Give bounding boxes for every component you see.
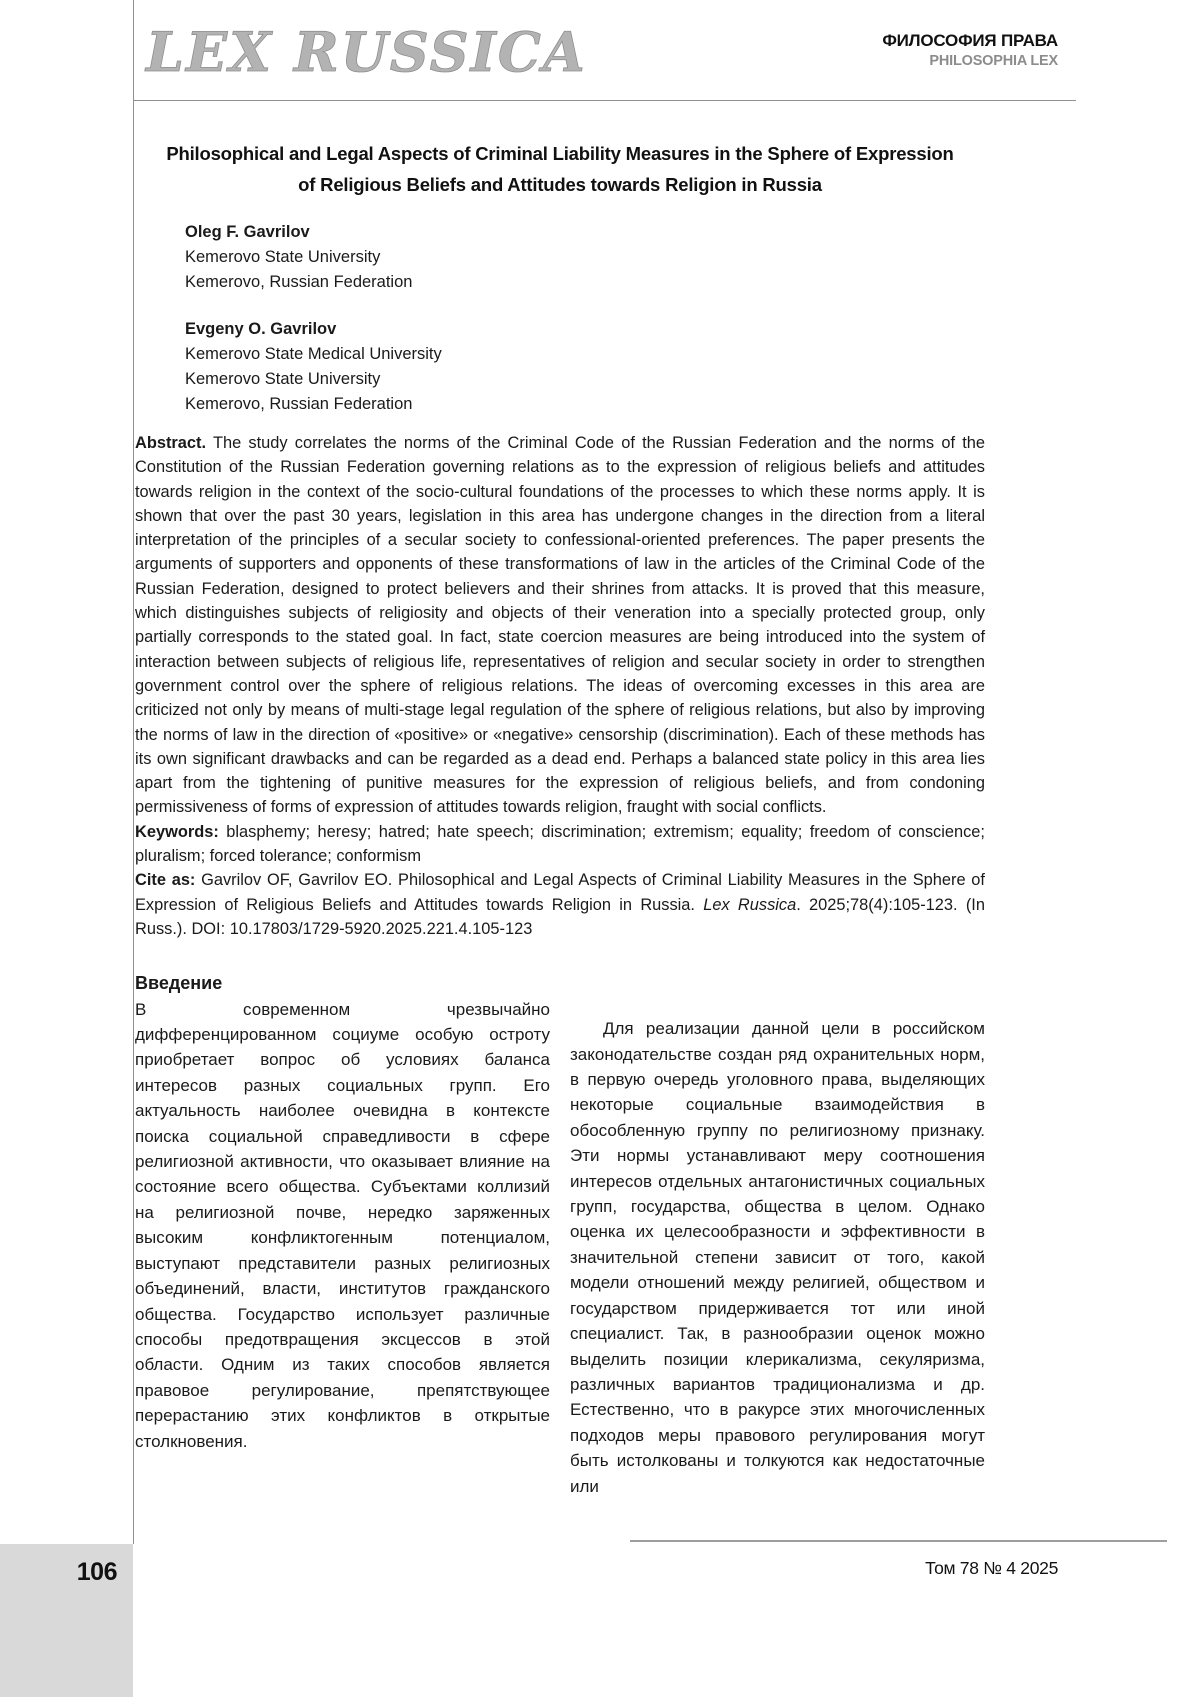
abstract-paragraph [135, 431, 985, 820]
section-heading-introduction: Введение [135, 973, 223, 994]
rubric-latin: PHILOSOPHIA LEX [929, 53, 1058, 69]
author-1 [185, 220, 985, 295]
author-1-affiliation-2: Kemerovo, Russian Federation [185, 273, 413, 291]
article-content [135, 138, 985, 1499]
article-title-line-1: Philosophical and Legal Aspects of Criminal Liability Measures in the Sphere of Expression [166, 143, 954, 164]
header-divider-rule [133, 100, 1076, 101]
author-1-name: Oleg F. Gavrilov [185, 223, 310, 241]
authors-block [185, 220, 985, 417]
author-2-affiliation-1: Kemerovo State Medical University [185, 345, 442, 363]
cite-as-text-after: . 2025;78(4):105-123. (In Russ.). DOI: 10.17803/1729-5920.2025.221.4.105-123 [135, 895, 985, 938]
left-column [135, 971, 550, 1499]
right-column-paragraph: Для реализации данной цели в российском законодательстве создан ряд охранительных норм, в первую очередь уголовного права, выделяющих некоторые социальные взаимодействия в обособленную группу по религиозному признаку. Эти нормы устанавливают меру соотношения интересов отдельных антагонистичных социальных групп, государства, общества в целом. Однако оценка их целесообразности и эффективности в значительной степени зависит от того, какой модели отношений между религией, обществом и государством придерживается тот или иной специалист. Так, в разнообразии оценок можно выделить позиции клерикализма, секуляризма, различных вариантов традиционализма и др. Естественно, что в ракурсе этих многочисленных подходов меры правового регулирования могут быть истолкованы и толкуются как недостаточные или [570, 1019, 985, 1496]
author-2-name: Evgeny O. Gavrilov [185, 320, 337, 338]
keywords-text: blasphemy; heresy; hatred; hate speech; discrimination; extremism; equality; freedom of conscience; pluralism; forced tolerance; conformism [135, 822, 985, 866]
cite-as-journal-name: Lex Russica [703, 895, 797, 914]
rubric-block [0, 30, 1058, 72]
keywords-paragraph [135, 820, 985, 869]
footer-volume-info: Том 78 № 4 2025 [925, 1558, 1058, 1578]
page-number: 106 [76, 1558, 117, 1586]
journal-logo: LEX RUSSICA [146, 20, 587, 84]
keywords-label: Keywords: [135, 822, 219, 841]
left-margin-rule [133, 0, 134, 1544]
abstract-text: The study correlates the norms of the Criminal Code of the Russian Federation and the norms of the Constitution of the Russian Federation governing relations as to the expression of religious beliefs and attitudes towards religion in the context of the socio-cultural foundations of the processes to which these norms apply. It is shown that over the past 30 years, legislation in this area has undergone changes in the direction from a literal interpretation of the principles of a secular society to confessional-oriented preferences. The paper presents the arguments of supporters and opponents of these transformations of law in the articles of the Criminal Code of the Russian Federation, designed to protect believers and their shrines from attacks. It is proved that this measure, which distinguishes subjects of religiosity and objects of their veneration into a specially protected group, only partially corresponds to the stated goal. In fact, state coercion measures are being introduced into the system of interaction between subjects of religious life, representatives of religion and secular society in order to strengthen government control over the sphere of religious relations. The ideas of overcoming excesses in this area are criticized not only by means of multi-stage legal regulation of the sphere of religious relations, but also by improving the norms of law in the direction of «positive» or «negative» censorship (discrimination). Each of these methods has its own significant drawbacks and can be regarded as a dead end. Perhaps a balanced state policy in this area lies apart from the tightening of punitive measures for the expression of religious beliefs, and from condoning permissiveness of forms of expression of attitudes towards religion, fraught with social conflicts. [135, 434, 985, 817]
right-column [570, 971, 985, 1499]
rubric-russian: ФИЛОСОФИЯ ПРАВА [882, 31, 1058, 50]
cite-as-paragraph [135, 868, 985, 941]
author-2-affiliation-3: Kemerovo, Russian Federation [185, 395, 413, 413]
article-meta [135, 431, 985, 941]
article-title [135, 138, 985, 200]
cite-as-label: Cite as: [135, 871, 196, 890]
abstract-label: Abstract. [135, 434, 207, 452]
footer-page-number-box [0, 1544, 133, 1697]
footer-divider-rule [630, 1540, 1167, 1542]
body-columns [135, 971, 985, 1499]
author-2-affiliation-2: Kemerovo State University [185, 370, 381, 388]
author-1-affiliation-1: Kemerovo State University [185, 248, 381, 266]
left-column-paragraph: В современном чрезвычайно дифференцированном социуме особую остроту приобретает вопрос об условиях баланса интересов разных социальных групп. Его актуальность наиболее очевидна в контексте поиска социальной справедливости в сфере религиозной активности, что оказывает влияние на состояние всего общества. Субъектами коллизий на религиозной почве, нередко заряженных высоким конфликтогенным потенциалом, выступают представители разных религиозных объединений, власти, институтов гражданского общества. Государство использует различные способы предотвращения эксцессов в этой области. Одним из таких способов является правовое регулирование, препятствующее перерастанию этих конфликтов в открытые столкновения. [135, 999, 550, 1451]
article-title-line-2: of Religious Beliefs and Attitudes towards Religion in Russia [298, 174, 822, 195]
cite-as-text-before: Gavrilov OF, Gavrilov EO. Philosophical and Legal Aspects of Criminal Liability Measures in the Sphere of Expression of Religious Beliefs and Attitudes towards Religion in Russia. [135, 871, 985, 914]
author-2 [185, 317, 985, 417]
